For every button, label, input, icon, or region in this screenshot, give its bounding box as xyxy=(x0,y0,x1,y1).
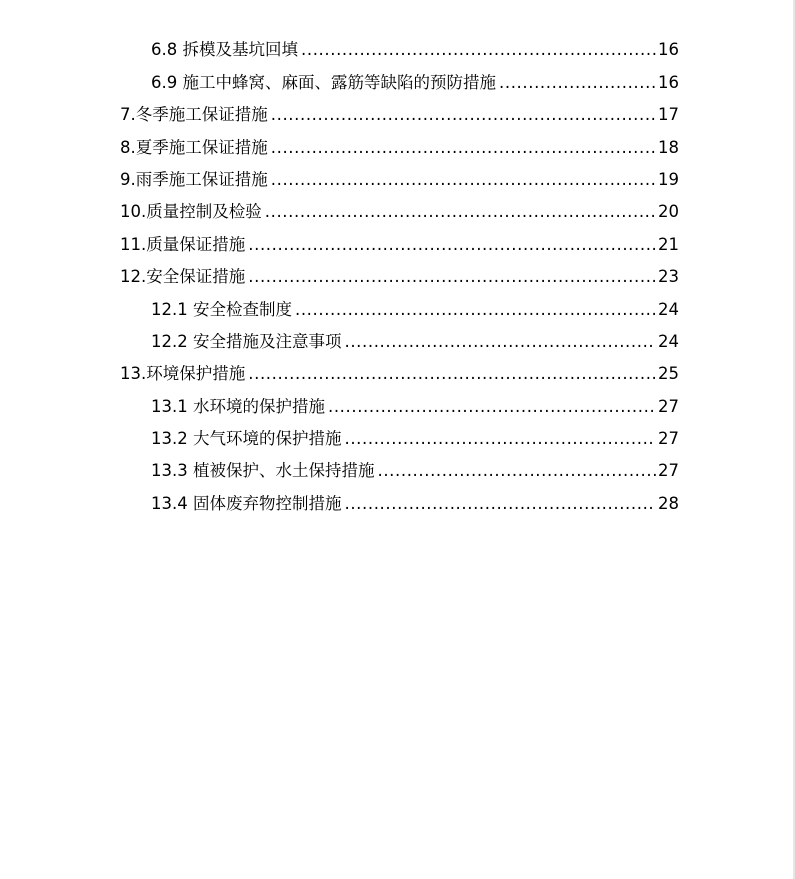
toc-entry-page-number: 28 xyxy=(658,493,679,513)
toc-entry[interactable] xyxy=(151,419,679,451)
toc-entry[interactable] xyxy=(120,192,679,224)
toc-entry-page-number: 21 xyxy=(658,234,679,254)
toc-entry-page-number: 27 xyxy=(658,396,679,416)
toc-entry-page-number: 16 xyxy=(658,40,679,60)
table-of-contents xyxy=(0,30,795,516)
toc-entry[interactable] xyxy=(120,160,679,192)
toc-entry-label: 6.8 拆模及基坑回填 xyxy=(151,40,298,60)
toc-dot-leader xyxy=(328,396,656,419)
toc-entry[interactable] xyxy=(151,322,679,354)
toc-dot-leader xyxy=(301,39,656,62)
toc-entry-label: 8.夏季施工保证措施 xyxy=(120,137,268,157)
toc-dot-leader xyxy=(265,201,656,224)
toc-entry-label: 13.4 固体废弃物控制措施 xyxy=(151,493,342,513)
toc-dot-leader xyxy=(248,363,656,386)
toc-entry-page-number: 20 xyxy=(658,202,679,222)
toc-entry-label: 12.安全保证措施 xyxy=(120,267,246,287)
toc-dot-leader xyxy=(248,266,656,289)
toc-entry-label: 12.1 安全检查制度 xyxy=(151,299,292,319)
toc-entry-label: 9.雨季施工保证措施 xyxy=(120,169,268,189)
toc-entry[interactable] xyxy=(151,289,679,321)
toc-entry[interactable] xyxy=(120,354,679,386)
toc-entry-page-number: 24 xyxy=(658,331,679,351)
toc-dot-leader xyxy=(271,169,656,192)
toc-entry[interactable] xyxy=(151,386,679,418)
toc-dot-leader xyxy=(344,493,656,516)
toc-dot-leader xyxy=(344,331,656,354)
toc-entry-label: 12.2 安全措施及注意事项 xyxy=(151,331,342,351)
toc-entry-page-number: 23 xyxy=(658,267,679,287)
toc-dot-leader xyxy=(377,460,656,483)
toc-dot-leader xyxy=(499,72,656,95)
toc-dot-leader xyxy=(271,104,656,127)
toc-entry-label: 10.质量控制及检验 xyxy=(120,202,262,222)
toc-entry-page-number: 16 xyxy=(658,72,679,92)
toc-entry-page-number: 18 xyxy=(658,137,679,157)
toc-entry-page-number: 19 xyxy=(658,169,679,189)
toc-entry[interactable] xyxy=(151,30,679,62)
toc-entry[interactable] xyxy=(120,95,679,127)
toc-dot-leader xyxy=(248,234,656,257)
toc-entry-page-number: 24 xyxy=(658,299,679,319)
toc-entry[interactable] xyxy=(151,483,679,515)
toc-dot-leader xyxy=(344,428,656,451)
toc-entry[interactable] xyxy=(151,451,679,483)
toc-entry-label: 11.质量保证措施 xyxy=(120,234,246,254)
toc-dot-leader xyxy=(271,137,656,160)
toc-entry-label: 6.9 施工中蜂窝、麻面、露筋等缺陷的预防措施 xyxy=(151,72,496,92)
toc-entry-label: 13.1 水环境的保护措施 xyxy=(151,396,325,416)
toc-entry[interactable] xyxy=(151,62,679,94)
toc-entry[interactable] xyxy=(120,257,679,289)
toc-entry[interactable] xyxy=(120,127,679,159)
toc-dot-leader xyxy=(295,299,656,322)
toc-entry[interactable] xyxy=(120,224,679,256)
toc-entry-page-number: 27 xyxy=(658,429,679,449)
toc-entry-label: 13.2 大气环境的保护措施 xyxy=(151,429,342,449)
toc-entry-page-number: 27 xyxy=(658,461,679,481)
toc-entry-page-number: 17 xyxy=(658,105,679,125)
toc-entry-page-number: 25 xyxy=(658,364,679,384)
toc-entry-label: 13.环境保护措施 xyxy=(120,364,246,384)
toc-entry-label: 13.3 植被保护、水土保持措施 xyxy=(151,461,375,481)
toc-entry-label: 7.冬季施工保证措施 xyxy=(120,105,268,125)
